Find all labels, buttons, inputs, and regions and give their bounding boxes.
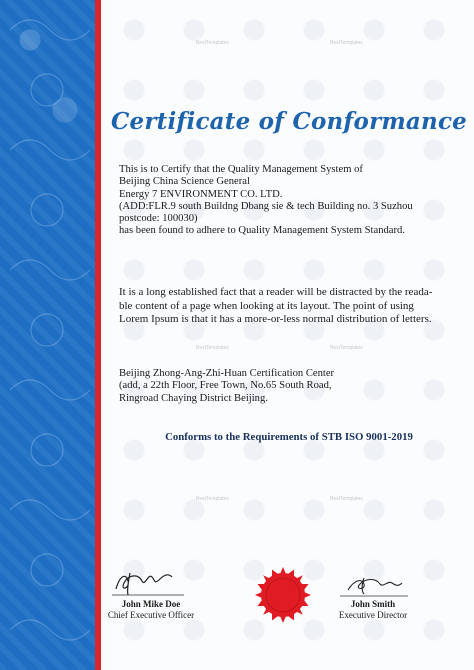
statement-line: (ADD:FLR.9 south Buildng Dbang sie & tech Building no. 3 Suzhou bbox=[119, 200, 413, 212]
certification-statement bbox=[119, 164, 439, 238]
signature-block-right bbox=[318, 599, 428, 621]
paragraph-line: It is a long established fact that a reader will be distracted by the reada- bbox=[119, 286, 433, 298]
watermark-text: BestTemplates bbox=[330, 40, 363, 46]
address-line: Beijing Zhong-Ang-Zhi-Huan Certification Center bbox=[119, 368, 335, 379]
signature-scribble-icon bbox=[108, 567, 188, 597]
paragraph-line: ble content of a page when looking at its layout. The point of using bbox=[119, 299, 414, 312]
seal-icon bbox=[254, 566, 312, 624]
statement-line: Energy 7 ENVIRONMENT CO. LTD. bbox=[119, 188, 283, 200]
band-ornament-icon bbox=[0, 0, 95, 670]
watermark-text: BestTemplates bbox=[196, 496, 229, 502]
signatory-name: John Smith bbox=[350, 599, 396, 609]
left-decorative-band bbox=[0, 0, 95, 670]
address-line: (add, a 22th Floor, Free Town, No.65 South Road, bbox=[119, 380, 332, 392]
signatory-role: Executive Director bbox=[338, 610, 408, 620]
watermark-text: BestTemplates bbox=[196, 345, 229, 351]
watermark-text: BestTemplates bbox=[196, 40, 229, 46]
watermark-text: BestTemplates bbox=[330, 496, 363, 502]
certification-center-address bbox=[119, 368, 439, 405]
signature-block-left bbox=[96, 599, 206, 621]
paragraph-line: Lorem Ipsum is that it has a more-or-less normal distribution of letters. bbox=[119, 313, 432, 326]
signatory-role: Chief Executive Officer bbox=[107, 610, 195, 620]
watermark-text: BestTemplates bbox=[330, 345, 363, 351]
statement-line: Beijing China Science General bbox=[119, 176, 250, 188]
address-line: Ringroad Chaying District Beijing. bbox=[119, 392, 268, 404]
signature-scribble-icon bbox=[334, 574, 414, 598]
certificate-title: Certificate of Conformance bbox=[111, 108, 467, 135]
conformance-statement: Conforms to the Requirements of STB ISO 9001-2019 bbox=[165, 431, 413, 443]
statement-line: This is to Certify that the Quality Management System of bbox=[119, 164, 363, 175]
statement-line: has been found to adhere to Quality Management System Standard. bbox=[119, 225, 405, 237]
signatory-name: John Mike Doe bbox=[121, 599, 181, 609]
description-paragraph bbox=[119, 286, 439, 327]
statement-line: postcode: 100030) bbox=[119, 213, 198, 225]
